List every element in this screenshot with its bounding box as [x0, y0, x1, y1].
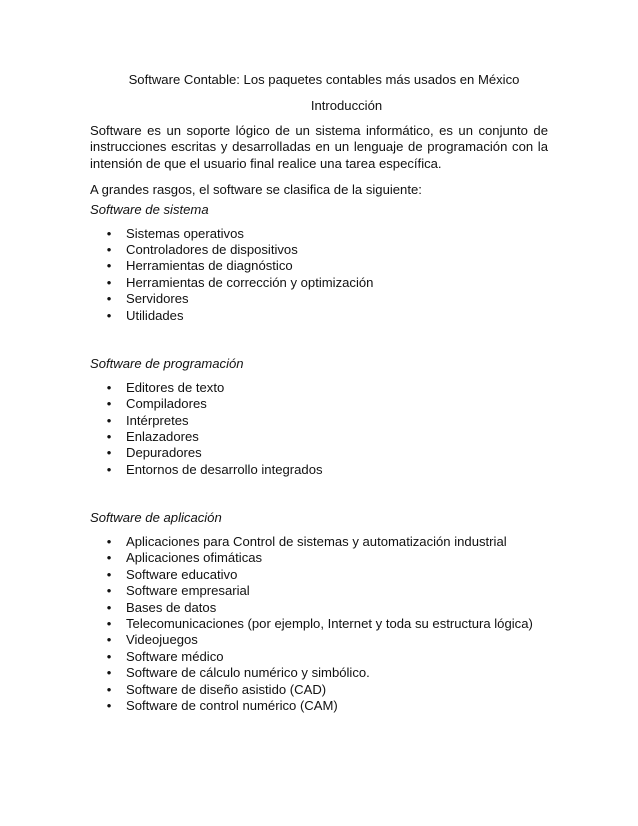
list-item-text: Herramientas de diagnóstico: [126, 258, 293, 274]
list-item: [102, 649, 548, 665]
list-item-text: Sistemas operativos: [126, 225, 244, 241]
section-heading: Software de aplicación: [90, 510, 222, 526]
list-item-text: Software médico: [126, 648, 224, 664]
list-item-text: Enlazadores: [126, 429, 199, 445]
list-item-text: Software de control numérico (CAM): [126, 698, 338, 714]
list-item-text: Software de cálculo numérico y simbólico.: [126, 665, 370, 681]
list-item: [102, 665, 548, 681]
bullet-icon: •: [106, 681, 112, 697]
bullet-list: [90, 226, 548, 324]
section-application-software: [90, 510, 548, 714]
section-heading: Software de sistema: [90, 201, 209, 217]
list-item: [102, 413, 548, 429]
list-item: [102, 380, 548, 396]
list-item: [102, 462, 548, 478]
bullet-icon: •: [106, 698, 112, 714]
bullet-list: [90, 534, 548, 714]
list-item: [102, 583, 548, 599]
bullet-icon: •: [106, 241, 112, 257]
bullet-icon: •: [106, 274, 112, 290]
bullet-icon: •: [106, 616, 112, 632]
list-item: [102, 534, 548, 550]
list-item-text: Telecomunicaciones (por ejemplo, Internet y toda su estructura lógica): [126, 616, 533, 632]
bullet-icon: •: [106, 258, 112, 274]
list-item-text: Utilidades: [126, 307, 184, 323]
bullet-icon: •: [106, 461, 112, 477]
list-item: [102, 258, 548, 274]
bullet-icon: •: [106, 534, 112, 550]
section-programming-software: [90, 356, 548, 478]
document-title: Software Contable: Los paquetes contables más usados en México: [128, 72, 520, 87]
bullet-icon: •: [106, 566, 112, 582]
list-item-text: Videojuegos: [126, 632, 198, 648]
list-item-text: Bases de datos: [126, 599, 217, 615]
list-item-text: Software empresarial: [126, 583, 250, 599]
bullet-icon: •: [106, 412, 112, 428]
list-item-text: Servidores: [126, 291, 189, 307]
bullet-icon: •: [106, 307, 112, 323]
list-item-text: Controladores de dispositivos: [126, 241, 298, 257]
bullet-icon: •: [106, 665, 112, 681]
list-item-text: Intérpretes: [126, 412, 189, 428]
list-item: [102, 567, 548, 583]
list-item: [102, 632, 548, 648]
list-item-text: Editores de texto: [126, 379, 225, 395]
list-item: [102, 616, 548, 632]
section-heading: Software de programación: [90, 356, 244, 372]
list-item: [102, 396, 548, 412]
list-item: [102, 291, 548, 307]
bullet-icon: •: [106, 632, 112, 648]
list-item-text: Compiladores: [126, 396, 207, 412]
bullet-icon: •: [106, 291, 112, 307]
list-item: [102, 445, 548, 461]
bullet-icon: •: [106, 648, 112, 664]
list-item: [102, 242, 548, 258]
intro-paragraph: Software es un soporte lógico de un sistema informático, es un conjunto de instrucciones escritas y desarrolladas en un lenguaje de programación con la intensión de que el usuario final realice una tarea específica.: [90, 122, 548, 172]
list-item: [102, 600, 548, 616]
list-item-text: Software de diseño asistido (CAD): [126, 681, 327, 697]
list-item-text: Aplicaciones para Control de sistemas y automatización industrial: [126, 534, 507, 550]
classification-paragraph: A grandes rasgos, el software se clasifica de la siguiente:: [90, 181, 422, 197]
list-item: [102, 698, 548, 714]
list-item: [102, 682, 548, 698]
section-spacer: [90, 324, 548, 356]
bullet-list: [90, 380, 548, 478]
bullet-icon: •: [106, 583, 112, 599]
section-spacer: [90, 478, 548, 510]
bullet-icon: •: [106, 429, 112, 445]
list-item: [102, 550, 548, 566]
bullet-icon: •: [106, 445, 112, 461]
section-system-software: [90, 202, 548, 324]
list-item-text: Entornos de desarrollo integrados: [126, 461, 323, 477]
bullet-icon: •: [106, 599, 112, 615]
list-item-text: Herramientas de corrección y optimización: [126, 274, 374, 290]
list-item: [102, 226, 548, 242]
bullet-icon: •: [106, 379, 112, 395]
list-item-text: Aplicaciones ofimáticas: [126, 550, 263, 566]
list-item: [102, 429, 548, 445]
bullet-icon: •: [106, 396, 112, 412]
list-item: [102, 275, 548, 291]
list-item-text: Software educativo: [126, 566, 238, 582]
bullet-icon: •: [106, 225, 112, 241]
list-item-text: Depuradores: [126, 445, 202, 461]
intro-heading: Introducción: [310, 97, 383, 113]
bullet-icon: •: [106, 550, 112, 566]
list-item: [102, 308, 548, 324]
